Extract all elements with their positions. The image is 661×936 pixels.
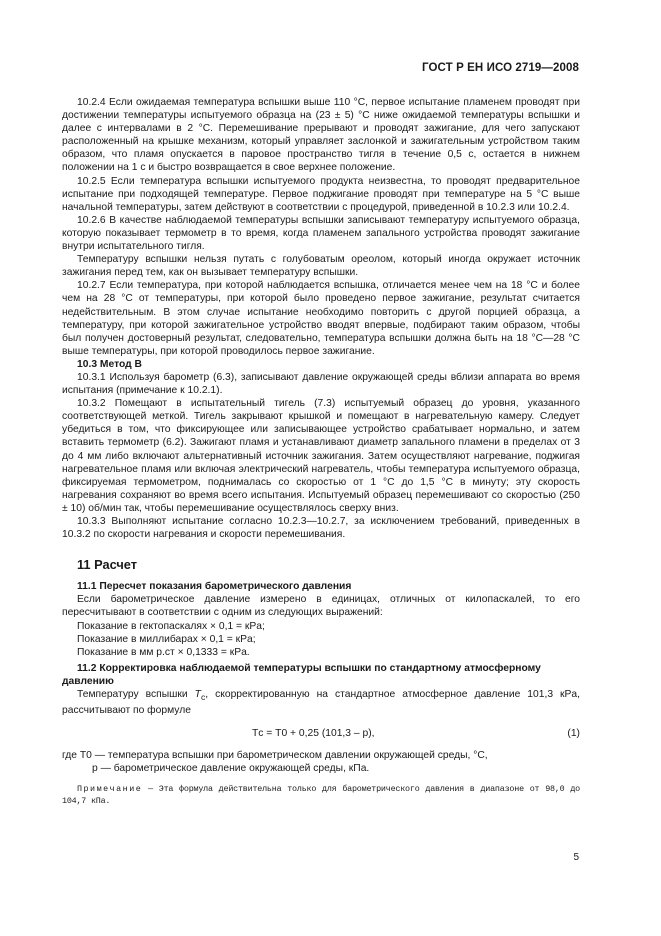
- where-t0-definition: где T0 — температура вспышки при барометрическом давлении окружающей среды, °С,: [62, 750, 488, 762]
- section-heading-11: 11 Расчет: [77, 557, 137, 573]
- paragraph-10-3-1: 10.3.1 Используя барометр (6.3), записывают давление окружающей среды вблизи аппарата во время испытания (примечание к 10.2.1).: [62, 371, 580, 397]
- formula-note: [62, 783, 580, 807]
- note-text: — Эта формула действительна только для барометрического давления в диапазоне от 98,0 до 104,7 кПа.: [62, 784, 580, 807]
- paragraph-10-2-5: 10.2.5 Если температура вспышки испытуемого продукта неизвестна, то проводят предварительное испытание при подходящей температуре. Первое поджигание проводят при температуре на 5 °С выше начальной температуры, затем действуют в соответствии с процедурой, приведенной в 10.2.3 или 10.2.4.: [62, 175, 580, 213]
- paragraph-10-2-4: 10.2.4 Если ожидаемая температура вспышки выше 110 °С, первое испытание пламенем проводят при достижении температуры испытуемого образца на (23 ± 5) °С ниже ожидаемой температуры вспышки и далее с интервалами в 2 °С. Перемешивание прерывают и проводят зажигание, для чего запускают расположенный на крышке механизм, который управляет заслонкой и зажигательным устройством таким образом, что пламя опускается в паровое пространство тигля в течение 0,5 с, остается в нижнем положении на 1 с и быстро возвращается в свое верхнее положение.: [62, 97, 580, 174]
- note-label: Примечание: [77, 784, 143, 795]
- heading-11-2: 11.2 Корректировка наблюдаемой температуры вспышки по стандартному атмосферному давлению: [62, 662, 541, 687]
- heading-10-3: 10.3 Метод В: [77, 358, 142, 370]
- paragraph-10-3-3: 10.3.3 Выполняют испытание согласно 10.2.3—10.2.7, за исключением требований, приведенных в 10.3.2 по скорости нагревания и скорости перемешивания.: [62, 516, 580, 541]
- where-p-definition: p — барометрическое давление окружающей среды, кПа.: [92, 763, 370, 775]
- variable-tc-subscript: c: [200, 692, 206, 703]
- formula-1: [62, 725, 580, 743]
- paragraph-10-2-6: 10.2.6 В качестве наблюдаемой температуры вспышки записывают температуру испытуемого образца, которую показывает термометр в то время, когда пламенем запального устройства проводят зажигание внутри испытательного тигля.: [62, 214, 580, 253]
- formula-expression: Tс = T0 + 0,25 (101,3 – p),: [252, 728, 375, 740]
- document-body: [62, 96, 580, 807]
- page-number: 5: [573, 852, 579, 863]
- conversion-millibar: Показание в миллибарах × 0,1 = кPa;: [77, 633, 256, 645]
- heading-11-1: 11.1 Пересчет показания барометрического давления: [77, 581, 352, 593]
- paragraph-10-2-7: 10.2.7 Если температура, при которой наблюдается вспышка, отличается менее чем на 18 °С и более чем на 28 °С от температуры, при которой было проведено первое зажигание, результат считается недействительным. В этом случае испытание необходимо повторить с другой порцией образца, а температуру, при которой зажигательное устройство вводят впервые, подбирают таким образом, чтобы был получен достоверный результат, следовательно, температура вспышки должна быть на 18 °С—28 °С выше температуры, при которой проводилось первое зажигание.: [62, 280, 580, 357]
- formula-number: (1): [567, 728, 580, 740]
- conversion-hectopascal: Показание в гектопаскалях × 0,1 = кPa;: [77, 620, 265, 632]
- conversion-mmhg: Показание в мм р.ст × 0,1333 = кPa.: [77, 646, 250, 658]
- paragraph-halo-note: Температуру вспышки нельзя путать с голубоватым ореолом, который иногда окружает источник зажигания перед тем, как он вызывает температуру вспышки.: [62, 254, 580, 279]
- variable-tc: T: [194, 689, 201, 701]
- paragraph-11-1: Если барометрическое давление измерено в единицах, отличных от килопаскалей, то его пересчитывают в соответствии с одним из следующих выражений:: [62, 594, 580, 619]
- paragraph-10-3-2: 10.3.2 Помещают в испытательный тигель (7.3) испытуемый образец до уровня, указанного соответствующей меткой. Тигель закрывают крышкой и помещают в нагревательную камеру. Следует убедиться в том, что фиксирующее или записывающее устройство срабатывает нормально, и затем вставить термометр (6.2). Зажигают пламя и устанавливают диаметр запального пламени в пределах от 3 до 4 мм либо включают альтернативный источник зажигания. Затем осуществляют нагревание, поджигая нагревательное пламя или включая электрический нагреватель, чтобы температура испытуемого образца, фиксируемая термометром, поднималась со скоростью от 1 °С до 1,5 °С в минуту; эту скорость нагревания сохраняют во время всего испытания. Испытуемый образец перемешивают со скоростью (250 ± 10) об/мин так, чтобы перемешивание осуществлялось сверху вниз.: [62, 398, 580, 514]
- paragraph-11-2: Температуру вспышки $T_c$, скорректированную на стандартное атмосферное давление 101,3 кPa, рассчитывают по формуле: [62, 689, 580, 717]
- document-code-header: ГОСТ Р ЕН ИСО 2719—2008: [422, 62, 579, 74]
